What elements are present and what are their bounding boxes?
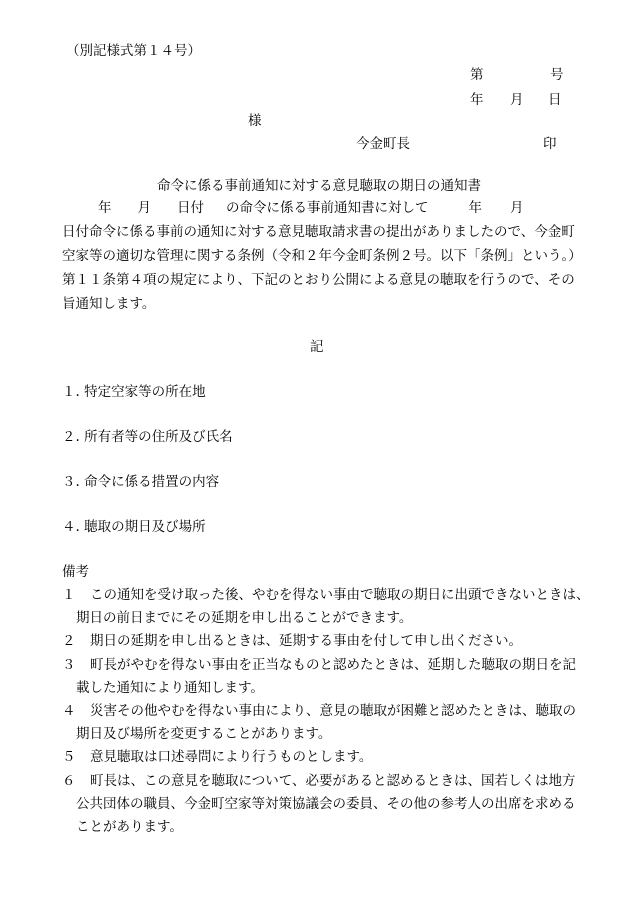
body-line-4: 第１１条第４項の規定により、下記のとおり公開による意見の聴取を行うので、その xyxy=(62,272,575,288)
note-5-line-1: 意見聴取は口述尋問により行うものとします。 xyxy=(90,749,373,765)
item-hearing-date-place: ４. 聴取の期日及び場所 xyxy=(62,519,206,535)
date-month: 月 xyxy=(510,92,524,108)
item-measures: ３. 命令に係る措置の内容 xyxy=(62,474,220,490)
doc-number-prefix: 第 xyxy=(470,67,484,83)
body-line-1 xyxy=(62,196,582,220)
date-year: 年 xyxy=(470,92,484,108)
note-4-line-2: 期日及び場所を変更することがあります。 xyxy=(76,726,332,742)
body-line-1-text: の命令に係る事前通知書に対して xyxy=(226,200,429,216)
addressee-suffix: 様 xyxy=(248,113,262,129)
sender-name: 今金町長 xyxy=(356,136,410,152)
item-location: １. 特定空家等の所在地 xyxy=(62,384,206,400)
ki-mark: 記 xyxy=(310,339,324,355)
body-line-3: 空家等の適切な管理に関する条例（令和２年今金町条例２号。以下「条例」という。） xyxy=(62,248,582,264)
body-line-5: 旨通知します。 xyxy=(62,296,156,312)
body-year: 年 xyxy=(98,200,112,216)
note-3-number: ３ xyxy=(62,657,76,673)
note-4-line-1: 災害その他やむを得ない事由により、意見の聴取が困難と認めたときは、聴取の xyxy=(90,703,576,719)
date-day: 日 xyxy=(548,92,562,108)
body-month: 月 xyxy=(137,200,151,216)
note-1-line-2: 期日の前日までにその延期を申し出ることができます。 xyxy=(76,610,413,626)
body-day: 日付 xyxy=(177,200,204,216)
body-year-2: 年 xyxy=(468,200,482,216)
body-month-2: 月 xyxy=(510,200,524,216)
document-title: 命令に係る事前通知に対する意見聴取の期日の通知書 xyxy=(157,178,481,194)
note-6-line-3: ことがあります。 xyxy=(76,819,183,835)
notes-heading: 備考 xyxy=(62,564,89,580)
body-paragraph xyxy=(62,196,582,316)
note-3-line-2: 載した通知により通知します。 xyxy=(76,680,264,696)
note-1-line-1: この通知を受け取った後、やむを得ない事由で聴取の期日に出頭できないときは、 xyxy=(90,587,590,603)
body-line-2: 日付命令に係る事前の通知に対する意見聴取請求書の提出がありましたので、今金町 xyxy=(62,224,575,240)
note-6-line-1: 町長は、この意見を聴取について、必要があると認めるときは、国若しくは地方 xyxy=(90,773,576,789)
doc-number-suffix: 号 xyxy=(550,67,564,83)
note-1-number: １ xyxy=(62,587,76,603)
note-6-number: ６ xyxy=(62,773,76,789)
note-5-number: ５ xyxy=(62,749,76,765)
note-4-number: ４ xyxy=(62,703,76,719)
note-2-line-1: 期日の延期を申し出るときは、延期する事由を付して申し出ください。 xyxy=(90,633,522,649)
seal-mark: 印 xyxy=(543,136,557,152)
note-6-line-2: 公共団体の職員、今金町空家等対策協議会の委員、その他の参考人の出席を求める xyxy=(76,796,576,812)
note-2-number: ２ xyxy=(62,633,76,649)
form-label: （別記様式第１４号） xyxy=(66,43,201,59)
item-owner: ２. 所有者等の住所及び氏名 xyxy=(62,429,233,445)
note-3-line-1: 町長がやむを得ない事由を正当なものと認めたときは、延期した聴取の期日を記 xyxy=(90,657,576,673)
